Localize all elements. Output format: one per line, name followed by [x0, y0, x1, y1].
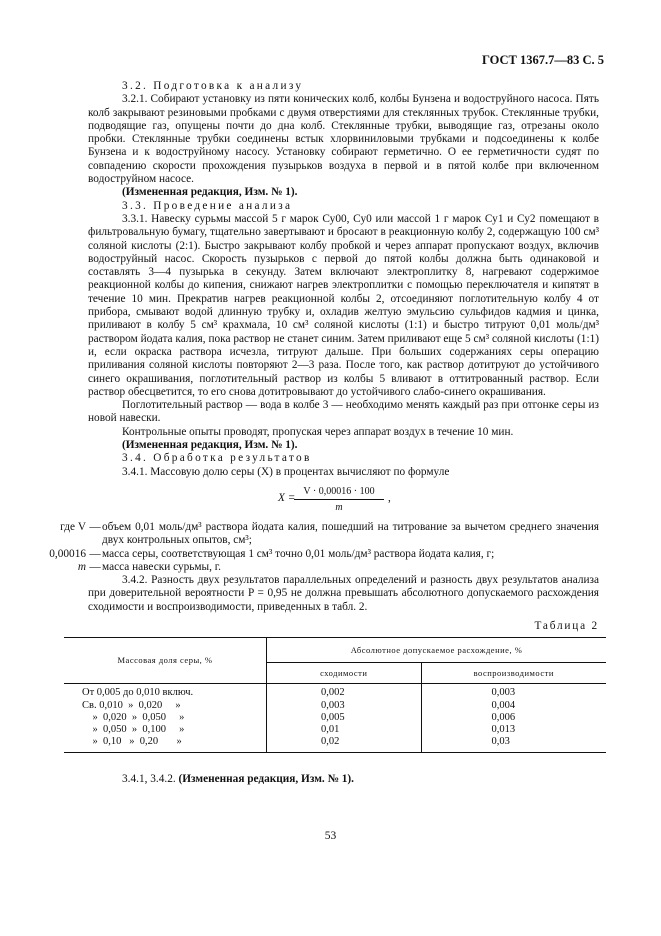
footnote-ref: 3.4.1, 3.4.2.: [122, 772, 176, 785]
legend-definition: объем 0,01 моль/дм³ раствора йодата калия, пошедший на титрование за вычетом среднего значения двух контрольных опытов, см³;: [102, 520, 599, 547]
section-3-3-title: 3.3. Проведение анализа: [122, 199, 293, 212]
table-cell-range: » 0,10 » 0,20 »: [82, 736, 182, 748]
table-cell-reproducibility: 0,004: [421, 700, 606, 712]
paragraph-3-2-1: 3.2.1. Собирают установку из пяти конических колб, колбы Бунзена и водоструйного насоса. Пять колб закрывают резиновыми пробками с двумя отверстиями для стеклянных трубок. Стеклянные трубки, подводящие газ, опущены почти до дна колб. Стеклянные трубки, выводящие газ, отрезаны около пробки. Стеклянные трубки соединены встык хлорвиниловыми трубками и подсоединены к колбе Бунзена и к водоструйному насосу. Установку собирают герметично. О ее герметичности судят по совпадению скорости прохождения пузырьков воздуха в первой и в пятой колбе при включенном водоструйном насосе.: [88, 93, 599, 186]
table-cell-reproducibility: 0,013: [421, 724, 606, 736]
table-row: [64, 736, 606, 752]
footnote-amendment: (Измененная редакция, Изм. № 1).: [178, 772, 354, 785]
table-header-convergence: сходимости: [267, 663, 422, 684]
section-3-4-title: 3.4. Обработка результатов: [122, 452, 312, 465]
legend-dash: —: [89, 547, 101, 560]
table-cell-convergence: 0,02: [267, 736, 422, 752]
legend-definition: масса навески сурьмы, г.: [102, 560, 221, 573]
tolerance-table: [64, 637, 606, 752]
table-cell-convergence: 0,003: [267, 700, 422, 712]
formula-denominator: m: [335, 502, 343, 514]
paragraph-absorbing-solution: Поглотительный раствор — вода в колбе 3 — необходимо менять каждый раз при отгонке серы из новой навески.: [88, 399, 599, 425]
page-header: ГОСТ 1367.7—83 С. 5: [481, 53, 604, 67]
legend-symbol: m: [77, 560, 86, 573]
footnote: [88, 773, 599, 786]
legend-dash: —: [89, 560, 101, 573]
paragraph-3-4-1: 3.4.1. Массовую долю серы (X) в процентах вычисляют по формуле: [122, 465, 450, 478]
formula-legend: [30, 521, 599, 574]
table-header-group: Абсолютное допускаемое расхождение, %: [267, 638, 607, 663]
sulfur-formula: [88, 485, 599, 515]
legend-symbol: где V: [60, 520, 86, 533]
table-row: [64, 724, 606, 736]
table-cell-convergence: 0,005: [267, 712, 422, 724]
section-3-2-title: 3.2. Подготовка к анализу: [122, 80, 304, 92]
table-cell-reproducibility: 0,03: [421, 736, 606, 752]
table-row: [64, 712, 606, 724]
formula-fraction: [294, 485, 384, 515]
paragraph-control-experiments: Контрольные опыты проводят, пропуская через аппарат воздух в течение 10 мин.: [122, 425, 514, 438]
page-number: 53: [324, 830, 337, 842]
table-cell-range: От 0,005 до 0,010 включ.: [82, 687, 194, 699]
table-cell-reproducibility: 0,003: [421, 684, 606, 700]
formula-numerator: V · 0,00016 · 100: [294, 485, 384, 500]
table-cell-range: » 0,050 » 0,100 »: [82, 724, 185, 736]
table-cell-range: Св. 0,010 » 0,020 »: [82, 699, 181, 711]
legend-definition: масса серы, соответствующая 1 см³ точно 0,01 моль/дм³ раствора йодата калия, г;: [102, 547, 495, 560]
table-cell-range: » 0,020 » 0,050 »: [82, 711, 185, 723]
document-body: [49, 80, 599, 786]
table-cell-reproducibility: 0,006: [421, 712, 606, 724]
formula-lhs: X =: [278, 491, 296, 504]
legend-dash: —: [89, 520, 101, 533]
legend-symbol: 0,00016: [49, 547, 86, 560]
table-cell-convergence: 0,01: [267, 724, 422, 736]
amendment-note-1: (Измененная редакция, Изм. № 1).: [122, 186, 298, 199]
table-row: [64, 700, 606, 712]
paragraph-3-3-1: 3.3.1. Навеску сурьмы массой 5 г марок Су00, Су0 или массой 1 г марок Су1 и Су2 помещают в фильтровальную бумагу, тщательно завертывают и бросают в реакционную колбу 2, содержащую 100 см³ соляной кислоты (2:1). Быстро закрывают колбу пробкой и через аппарат пропускают воздух, включив водоструйный насос. Скорость пузырьков с первой до пятой колбы должна быть одинаковой и составлять 3—4 пузырька в секунду. Затем включают электроплитку 8, нагревают содержимое реакционной колбы до кипения, снижают нагрев электроплитки с помощью переключателя и кипятят в течение 10 мин. Прекратив нагрев реакционной колбы 2, отсоединяют поглотительную колбу 4 от прибора, смывают водой длинную трубку и, охладив желтую эмульсию сульфидов кадмия и цинка, приливают в колбу 5 см³ крахмала, 10 см³ соляной кислоты (1:1) и быстро титруют 0,01 моль/дм³ раствором йодата калия, пока раствор не станет синим. Затем приливают еще 5 см³ соляной кислоты (1:1) и, если окраска раствора исчезла, титруют дальше. При больших содержаниях серы операцию приливания соляной кислоты повторяют 2—3 раза. После того, как раствор дотитруют до устойчивого синего окрашивания, поглотительный раствор из колбы 5 вливают в оттитрованный раствор. Если раствор обесцветится, то его снова дотитровывают до устойчивого слабо-синего окрашивания.: [88, 212, 599, 398]
table-cell-convergence: 0,002: [267, 684, 422, 700]
table-caption: Таблица 2: [534, 619, 599, 632]
table-header-reproducibility: воспроизводимости: [421, 663, 606, 684]
table-row: [64, 684, 606, 700]
table-header-mass-fraction: Массовая доля серы, %: [64, 638, 267, 684]
amendment-note-2: (Измененная редакция, Изм. № 1).: [122, 439, 298, 452]
paragraph-3-4-2: 3.4.2. Разность двух результатов параллельных определений и разность двух результатов анализа при доверительной вероятности P = 0,95 не должна превышать абсолютного допускаемого расхождения сходимости и воспроизводимости, приведенных в табл. 2.: [88, 574, 599, 613]
formula-tail: ,: [388, 491, 391, 504]
